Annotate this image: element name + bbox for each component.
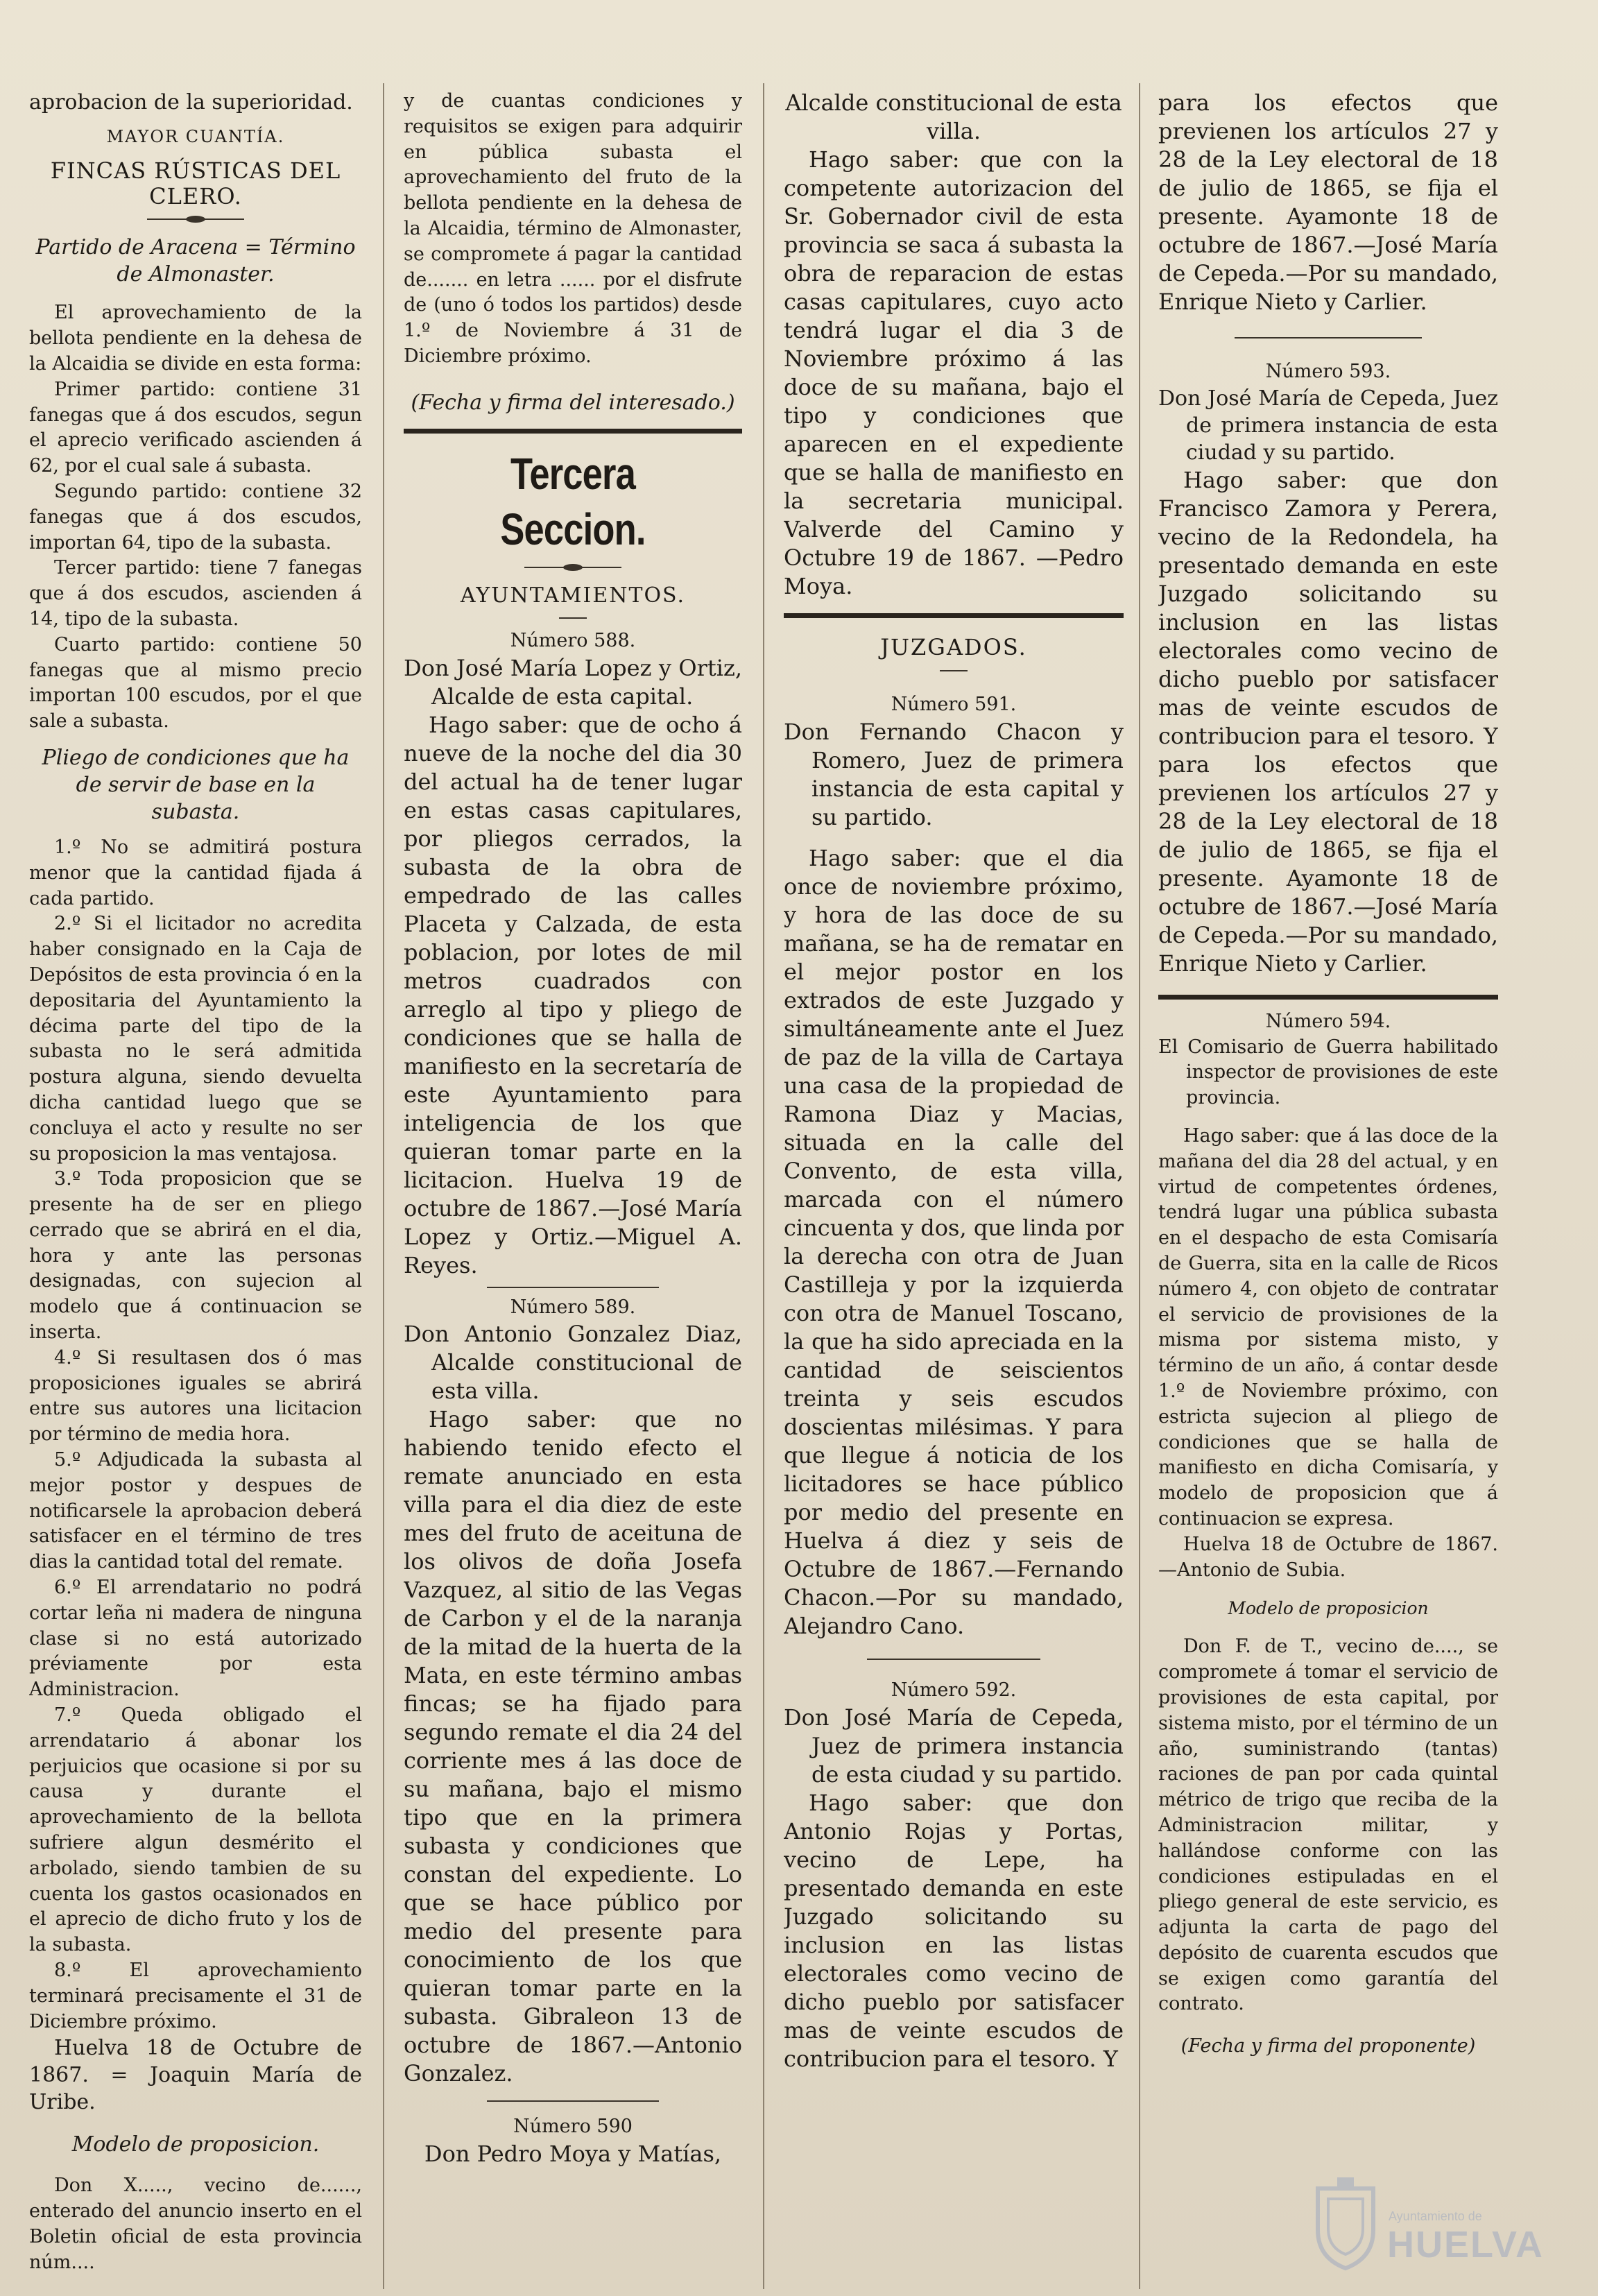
notice-number: Número 594. [1265,1010,1391,1032]
notice-issuer: Don Fernando Chacon y Romero, Juez de primera instancia de esta capital y su partido. [784,718,1124,830]
text-block: El aprovechamiento de la bellota pendiente en la dehesa de la Alcaidia se divide en esta forma: [29,302,362,375]
notice-number: Número 592. [891,1679,1017,1701]
text-block: Cuarto partido: contiene 50 fanegas que al mismo precio importan 100 escudos, por el que sale a subasta. [29,633,362,733]
notice-issuer: Don José María Lopez y Ortiz, Alcalde de esta capital. [404,654,742,710]
subheading-modelo: Modelo de proposicion [1228,1598,1429,1619]
notice-issuer: Alcalde constitucional de esta villa. [785,89,1122,144]
condition-item: 8.º El aprovechamiento terminará precisamente el 31 de Diciembre próximo. [29,1960,362,2032]
notice-number: Número 588. [510,629,636,651]
text-block: Don X....., vecino de......, enterado del anuncio inserto en el Boletin oficial de esta provincia núm.... [29,2175,362,2273]
column-divider [763,83,764,2289]
heading-fincas: FINCAS RÚSTICAS DEL CLERO. [50,157,341,209]
notice-number: Número 589. [510,1296,636,1318]
text-block: Tercer partido: tiene 7 fanegas que á dos escudos, ascienden á 14, tipo de la subasta. [29,557,362,630]
watermark-line2: HUELVA [1387,2224,1544,2265]
condition-item: 5.º Adjudicada la subasta al mejor postor y despues de notificarsele la aprobacion deberá satisfacer en el término de tres dias la cantidad total del remate. [29,1449,362,1573]
short-rule [940,670,968,671]
rule-divider [784,613,1124,618]
short-rule [487,1287,659,1288]
ornament-divider [147,216,244,223]
column-3 [784,89,1124,2274]
notice-issuer: Don José María de Cepeda, Juez de primera instancia de esta ciudad y su partido. [784,1704,1124,1788]
condition-item: 1.º No se admitirá postura menor que la cantidad fijada á cada partido. [29,836,362,909]
signature-note: (Fecha y firma del interesado.) [411,390,735,415]
condition-item: 6.º El arrendatario no podrá cortar leña ni madera de ninguna clase si no está autorizado préviamente por esta Administracion. [29,1577,362,1701]
heading-ayuntamientos: AYUNTAMIENTOS. [460,583,686,608]
notice-issuer: Don Antonio Gonzalez Diaz, Alcalde constitucional de esta villa. [404,1321,742,1405]
notice-issuer: Don Pedro Moya y Matías, [424,2141,722,2168]
notice-number: Número 591. [891,694,1017,715]
signature-line: Huelva 18 de Octubre de 1867. —Antonio de Subia. [1158,1533,1498,1581]
subheading-partido: Partido de Aracena = Término de Almonaster. [35,235,356,287]
signature-line: Huelva 18 de Octubre de 1867. = Joaquin María de Uribe. [29,2036,362,2115]
signature-note: (Fecha y firma del proponente) [1180,2035,1476,2057]
short-rule [867,1659,1040,1660]
text-block: Segundo partido: contiene 32 fanegas que á dos escudos, importan 64, tipo de la subasta. [29,480,362,554]
condition-item: 3.º Toda proposicion que se presente ha de ser en pliego cerrado que se abrirá en el dia, hora y ante las personas designadas, con sujecion al modelo que á continuacion se inserta. [29,1168,362,1344]
column-1 [29,89,362,2274]
notice-body: Hago saber: que á las doce de la mañana del dia 28 del actual, y en virtud de competentes órdenes, tendrá lugar una pública subasta en el despacho de esta Comisaría de Guerra, sita en la calle de Ricos número 4, con objeto de contratar el servicio de provisiones de la misma por sistema misto, y término de un año, á contar desde 1.º de Noviembre próximo, con estricta sujecion al pliego de condiciones que se halla de manifiesto en dicha Comisaría, y modelo de proposicion que á continuacion se expresa. [1158,1124,1498,1530]
rule-divider [1158,995,1498,1000]
notice-body: Hago saber: que don Francisco Zamora y Perera, vecino de la Redondela, ha presentado demanda en este Juzgado solicitando su inclusion en las listas electorales como vecino de dicho pueblo por satisfacer mas de veinte escudos de contribucion para el tesoro. Y para los efectos que previenen los artículos 27 y 28 de la Ley electoral de 18 de julio de 1865, se fija el presente. Ayamonte 18 de octubre de 1867.—José María de Cepeda.—Por su mandado, Enrique Nieto y Carlier. [1158,466,1498,977]
short-rule [487,2100,659,2102]
heading-juzgados: JUZGADOS. [880,634,1027,660]
notice-issuer: Don José María de Cepeda, Juez de primera instancia de esta ciudad y su partido. [1158,386,1498,465]
notice-number: Número 590 [513,2116,633,2138]
notice-body: para los efectos que previenen los artículos 27 y 28 de la Ley electoral de 18 de julio de 1865, se fija el presente. Ayamonte 18 de octubre de 1867.—José María de Cepeda.—Por su mandado, Enrique Nieto y Carlier. [1158,89,1498,315]
notice-number: Número 593. [1265,361,1391,382]
notice-issuer: El Comisario de Guerra habilitado inspector de provisiones de este provincia. [1158,1036,1498,1109]
column-divider [1139,83,1140,2289]
condition-item: 2.º Si el licitador no acredita haber consignado en la Caja de Depósitos de esta provincia ó en la depositaria del Ayuntamiento la décima parte del tipo de la subasta no le será admitida postura alguna, siendo devuelta dicha cantidad luego que se concluya el acto y resulte no ser su proposicion la mas ventajosa. [29,913,362,1165]
column-2 [404,89,742,2274]
heading-mayor-cuantia: MAYOR CUANTÍA. [106,127,285,146]
notice-body: Hago saber: que no habiendo tenido efecto el remate anunciado en esta villa para el dia diez de este mes del fruto de aceituna de los olivos de doña Josefa Vazquez, al sitio de las Vegas de Carbon y el de la naranja de la mitad de la huerta de la Mata, en este término ambas fincas; se ha fijado para segundo remate el dia 24 del corriente mes á las doce de su mañana, bajo el mismo tipo que en la primera subasta y condiciones que constan del expediente. Lo que se hace público por medio del presente para conocimiento de los que quieran tomar parte en la subasta. Gibraleon 13 de octubre de 1867.—Antonio Gonzalez. [404,1406,742,2087]
notice-body: Hago saber: que don Antonio Rojas y Portas, vecino de Lepe, ha presentado demanda en este Juzgado solicitando su inclusion en las listas electorales como vecino de dicho pueblo por satisfacer mas de veinte escudos de contribucion para el tesoro. Y [784,1789,1124,2072]
text-block: aprobacion de la superioridad. [29,90,353,114]
crest-icon [1311,2175,1380,2272]
notice-body: Hago saber: que con la competente autorizacion del Sr. Gobernador civil de esta provincia se saca á subasta la obra de reparacion de estas casas capitulares, cuyo acto tendrá lugar el dia 3 de Noviembre próximo á las doce de su mañana, bajo el tipo y condiciones que aparecen en el expediente que se halla de manifiesto en la secretaria municipal. Valverde del Camino y Octubre 19 de 1867. —Pedro Moya. [784,146,1124,599]
column-4 [1158,89,1498,2274]
watermark-line1: Ayuntamiento de [1389,2209,1482,2223]
short-rule [559,617,587,619]
rule-divider [404,429,742,434]
short-rule [1235,337,1422,339]
subheading-modelo: Modelo de proposicion. [71,2132,320,2157]
notice-body: Hago saber: que de ocho á nueve de la noche del dia 30 del actual ha de tener lugar en estas casas capitulares, por pliegos cerrados, la subasta de la obra de empedrado de las calles Placeta y Calzada, de esta poblacion, por lotes de mil metros cuadrados con arreglo al tipo y pliego de condiciones que se halla de manifiesto en la secretaría de este Ayuntamiento para inteligencia de los que quieran tomar parte en la licitacion. Huelva 19 de octubre de 1867.—José María Lopez y Ortiz.—Miguel A. Reyes. [404,711,742,1278]
text-block: Don F. de T., vecino de...., se compromete á tomar el servicio de provisiones de esta capital, por sistema misto, por el término de un año, suministrando (tantas) raciones de pan por cada quintal métrico de trigo que reciba de la Administracion militar, y hallándose conforme con las condiciones estipuladas en el pliego general de este servicio, es adjunta la carta de pago del depósito de cuarenta escudos que se exigen como garantía del contrato. [1158,1636,1498,2015]
watermark-seal [1311,2168,1561,2286]
text-block: y de cuantas condiciones y requisitos se exigen para adquirir en pública subasta el aprovechamiento del fruto de la bellota pendiente en la dehesa de la Alcaidia, término de Almonaster, se compromete á pagar la cantidad de....... en letra ...... por el disfrute de (uno ó todos los partidos) desde 1.º de Noviembre á 31 de Diciembre próximo. [404,90,742,367]
section-title: Tercera Seccion. [500,448,646,554]
ornament-divider [524,564,621,571]
text-block: Primer partido: contiene 31 fanegas que á dos escudos, segun el aprecio verificado ascienden á 62, por el cual sale á subasta. [29,378,362,477]
subheading-pliego: Pliego de condiciones que ha de servir de base en la subasta. [42,745,350,824]
notice-body: Hago saber: que el dia once de noviembre próximo, y hora de las doce de su mañana, se ha de rematar en el mejor postor en los extrados de este Juzgado y simultáneamente ante el Juez de paz de la villa de Cartaya una casa de la propiedad de Ramona Diaz y Macias, situada en la calle del Convento, de esta villa, marcada con el número cincuenta y dos, que linda por la derecha con otra de Juan Castilleja y por la izquierda con otra de Manuel Toscano, la que ha sido apreciada en la cantidad de seiscientos treinta y seis escudos doscientas milésimas. Y para que llegue á noticia de los licitadores se hace público por medio del presente en Huelva á diez y seis de Octubre de 1867.—Fernando Chacon.—Por su mandado, Alejandro Cano. [784,844,1124,1639]
column-divider [383,83,384,2289]
condition-item: 7.º Queda obligado el arrendatario á abonar los perjuicios que ocasione si por su causa y durante el aprovechamiento de la bellota sufriere algun desmérito el arbolado, siendo tambien de su cuenta los gastos ocasionados en el aprecio de dicho fruto y los de la subasta. [29,1704,362,1956]
condition-item: 4.º Si resultasen dos ó mas proposiciones iguales se abrirá entre sus autores una licitacion por término de media hora. [29,1346,362,1446]
